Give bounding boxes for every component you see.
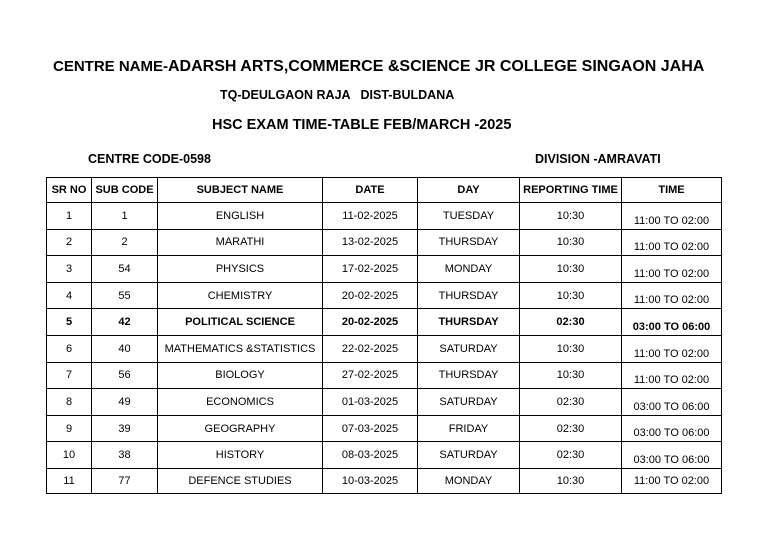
exam-title: HSC EXAM TIME-TABLE FEB/MARCH -2025: [212, 117, 512, 133]
day-cell: SATURDAY: [418, 442, 520, 469]
sr-no-cell: 10: [47, 442, 92, 469]
timetable-body: [47, 203, 722, 494]
sr-no-cell: 11: [47, 468, 92, 493]
column-header: DATE: [323, 178, 418, 203]
sr-no-cell: 7: [47, 362, 92, 389]
column-header: REPORTING TIME: [520, 178, 622, 203]
sr-no-cell: 3: [47, 256, 92, 283]
column-header: SUBJECT NAME: [158, 178, 323, 203]
column-header: SR NO: [47, 178, 92, 203]
table-row: [47, 468, 722, 493]
time-cell: 11:00 TO 02:00: [622, 282, 722, 309]
reporting-time-cell: 02:30: [520, 442, 622, 469]
sub-code-cell: 2: [92, 229, 158, 256]
reporting-time-cell: 10:30: [520, 362, 622, 389]
centre-name-prefix: CENTRE NAME-: [53, 58, 168, 75]
sub-code-cell: 40: [92, 335, 158, 362]
time-cell: 11:00 TO 02:00: [622, 229, 722, 256]
day-cell: TUESDAY: [418, 203, 520, 230]
sub-code-cell: 39: [92, 415, 158, 442]
subject-name-cell: ECONOMICS: [158, 389, 323, 416]
sr-no-cell: 2: [47, 229, 92, 256]
day-cell: MONDAY: [418, 468, 520, 493]
date-cell: 13-02-2025: [323, 229, 418, 256]
date-cell: 01-03-2025: [323, 389, 418, 416]
time-cell: 03:00 TO 06:00: [622, 309, 722, 336]
time-cell: 03:00 TO 06:00: [622, 442, 722, 469]
subject-name-cell: POLITICAL SCIENCE: [158, 309, 323, 336]
date-cell: 11-02-2025: [323, 203, 418, 230]
centre-name-heading: [53, 58, 704, 76]
reporting-time-cell: 02:30: [520, 415, 622, 442]
table-row: [47, 335, 722, 362]
date-cell: 17-02-2025: [323, 256, 418, 283]
subject-name-cell: MATHEMATICS &STATISTICS: [158, 335, 323, 362]
date-cell: 08-03-2025: [323, 442, 418, 469]
table-row: [47, 362, 722, 389]
division: DIVISION -AMRAVATI: [535, 152, 661, 166]
date-cell: 27-02-2025: [323, 362, 418, 389]
sub-code-cell: 1: [92, 203, 158, 230]
table-row: [47, 282, 722, 309]
subject-name-cell: PHYSICS: [158, 256, 323, 283]
timetable: [46, 177, 722, 494]
reporting-time-cell: 10:30: [520, 282, 622, 309]
subject-name-cell: DEFENCE STUDIES: [158, 468, 323, 493]
date-cell: 20-02-2025: [323, 282, 418, 309]
reporting-time-cell: 10:30: [520, 335, 622, 362]
sr-no-cell: 1: [47, 203, 92, 230]
reporting-time-cell: 02:30: [520, 309, 622, 336]
time-cell: 11:00 TO 02:00: [622, 203, 722, 230]
table-row: [47, 442, 722, 469]
sub-code-cell: 49: [92, 389, 158, 416]
day-cell: SATURDAY: [418, 335, 520, 362]
date-cell: 07-03-2025: [323, 415, 418, 442]
date-cell: 20-02-2025: [323, 309, 418, 336]
day-cell: THURSDAY: [418, 309, 520, 336]
sr-no-cell: 9: [47, 415, 92, 442]
sr-no-cell: 5: [47, 309, 92, 336]
sub-code-cell: 56: [92, 362, 158, 389]
table-row: [47, 203, 722, 230]
reporting-time-cell: 10:30: [520, 203, 622, 230]
day-cell: MONDAY: [418, 256, 520, 283]
sr-no-cell: 4: [47, 282, 92, 309]
column-header: DAY: [418, 178, 520, 203]
date-cell: 22-02-2025: [323, 335, 418, 362]
day-cell: FRIDAY: [418, 415, 520, 442]
sub-code-cell: 42: [92, 309, 158, 336]
day-cell: THURSDAY: [418, 282, 520, 309]
sub-code-cell: 77: [92, 468, 158, 493]
day-cell: SATURDAY: [418, 389, 520, 416]
table-header-row: [47, 178, 722, 203]
subject-name-cell: GEOGRAPHY: [158, 415, 323, 442]
subject-name-cell: ENGLISH: [158, 203, 323, 230]
taluka-district-line: TQ-DEULGAON RAJA DIST-BULDANA: [220, 88, 455, 102]
sub-code-cell: 55: [92, 282, 158, 309]
subject-name-cell: MARATHI: [158, 229, 323, 256]
day-cell: THURSDAY: [418, 229, 520, 256]
reporting-time-cell: 10:30: [520, 229, 622, 256]
subject-name-cell: BIOLOGY: [158, 362, 323, 389]
table-row: [47, 389, 722, 416]
subject-name-cell: CHEMISTRY: [158, 282, 323, 309]
table-row: [47, 256, 722, 283]
time-cell: 11:00 TO 02:00: [622, 335, 722, 362]
reporting-time-cell: 10:30: [520, 256, 622, 283]
time-cell: 11:00 TO 02:00: [622, 362, 722, 389]
column-header: SUB CODE: [92, 178, 158, 203]
table-row: [47, 229, 722, 256]
centre-code: CENTRE CODE-0598: [88, 152, 211, 166]
subject-name-cell: HISTORY: [158, 442, 323, 469]
table-row: [47, 309, 722, 336]
day-cell: THURSDAY: [418, 362, 520, 389]
date-cell: 10-03-2025: [323, 468, 418, 493]
reporting-time-cell: 02:30: [520, 389, 622, 416]
sr-no-cell: 8: [47, 389, 92, 416]
sr-no-cell: 6: [47, 335, 92, 362]
reporting-time-cell: 10:30: [520, 468, 622, 493]
centre-name-value: ADARSH ARTS,COMMERCE &SCIENCE JR COLLEGE SINGAON JAHA: [168, 58, 705, 75]
time-cell: 11:00 TO 02:00: [622, 468, 722, 493]
sub-code-cell: 54: [92, 256, 158, 283]
time-cell: 03:00 TO 06:00: [622, 389, 722, 416]
sub-code-cell: 38: [92, 442, 158, 469]
table-row: [47, 415, 722, 442]
time-cell: 03:00 TO 06:00: [622, 415, 722, 442]
time-cell: 11:00 TO 02:00: [622, 256, 722, 283]
column-header: TIME: [622, 178, 722, 203]
